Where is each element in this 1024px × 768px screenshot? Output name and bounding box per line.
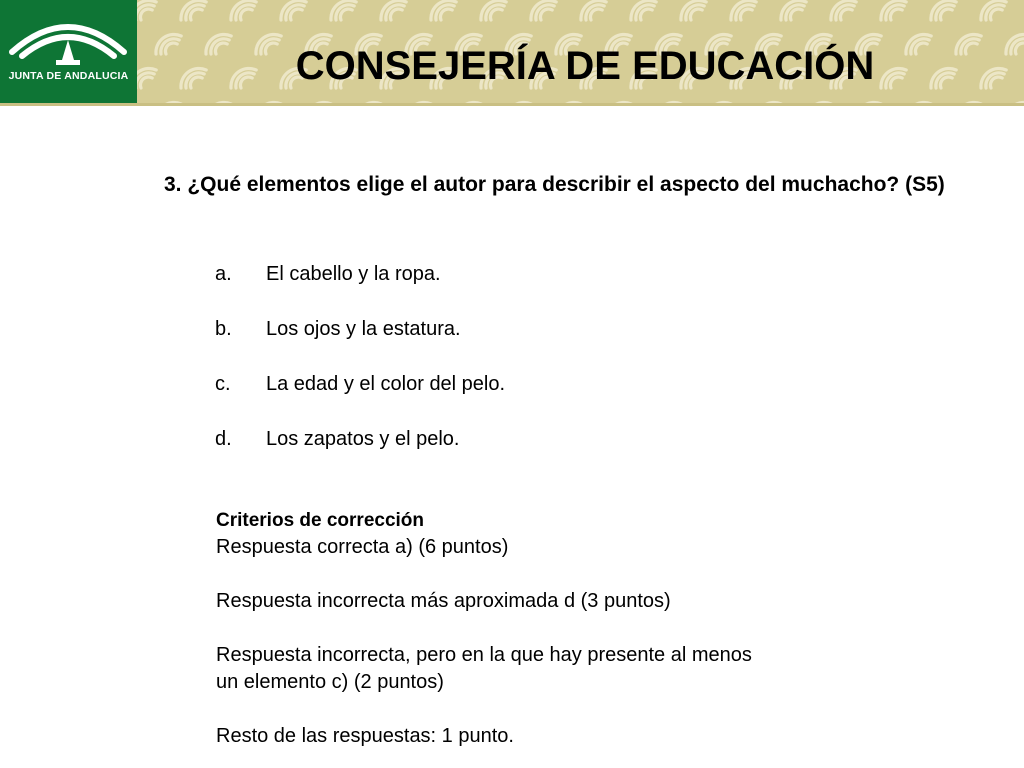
pattern-arch-icon — [231, 0, 256, 20]
pattern-arch-icon — [681, 0, 706, 20]
criteria-line-rest: Resto de las respuestas: 1 punto. — [216, 725, 514, 747]
criteria-line-partial: Respuesta incorrecta, pero en la que hay presente al menos — [216, 644, 752, 666]
pattern-arch-icon — [881, 0, 906, 20]
pattern-arch-icon — [731, 0, 756, 20]
option-letter: d. — [215, 428, 232, 450]
option-letter: a. — [215, 263, 232, 285]
criteria-line-partial-cont: un elemento c) (2 puntos) — [216, 671, 444, 693]
pattern-arch-icon — [981, 0, 1006, 20]
criteria-line-approximate: Respuesta incorrecta más aproximada d (3 puntos) — [216, 590, 671, 612]
criteria-line-correct: Respuesta correcta a) (6 puntos) — [216, 536, 509, 558]
pattern-arch-icon — [137, 68, 156, 88]
pattern-arch-icon — [831, 0, 856, 20]
pattern-arch-icon — [381, 0, 406, 20]
pattern-arch-icon — [331, 0, 356, 20]
option-b — [215, 315, 915, 370]
option-text: El cabello y la ropa. — [266, 263, 441, 285]
pattern-arch-icon — [631, 0, 656, 20]
logo-arches-icon — [0, 0, 137, 103]
pattern-arch-icon — [531, 0, 556, 20]
question-text: 3. ¿Qué elementos elige el autor para describir el aspecto del muchacho? (S5) — [164, 173, 945, 196]
pattern-arch-icon — [431, 0, 456, 20]
correction-criteria — [216, 507, 936, 750]
pattern-arch-icon — [781, 0, 806, 20]
pattern-arch-icon — [181, 0, 206, 20]
option-text: Los zapatos y el pelo. — [266, 428, 460, 450]
option-d — [215, 425, 915, 480]
option-text: Los ojos y la estatura. — [266, 318, 461, 340]
pattern-arch-icon — [581, 0, 606, 20]
logo-text: JUNTA DE ANDALUCIA — [8, 70, 129, 82]
option-a — [215, 260, 915, 315]
junta-de-andalucia-logo — [0, 0, 137, 103]
option-letter: b. — [215, 318, 232, 340]
header-divider — [0, 103, 1024, 106]
option-letter: c. — [215, 373, 231, 395]
option-c — [215, 370, 915, 425]
pattern-arch-icon — [281, 0, 306, 20]
criteria-heading: Criterios de corrección — [216, 510, 425, 531]
answer-options — [215, 260, 915, 480]
pattern-arch-icon — [481, 0, 506, 20]
page-title: CONSEJERÍA DE EDUCACIÓN — [295, 44, 875, 88]
pattern-arch-icon — [931, 0, 956, 20]
pattern-arch-icon — [137, 0, 156, 20]
option-text: La edad y el color del pelo. — [266, 373, 506, 395]
